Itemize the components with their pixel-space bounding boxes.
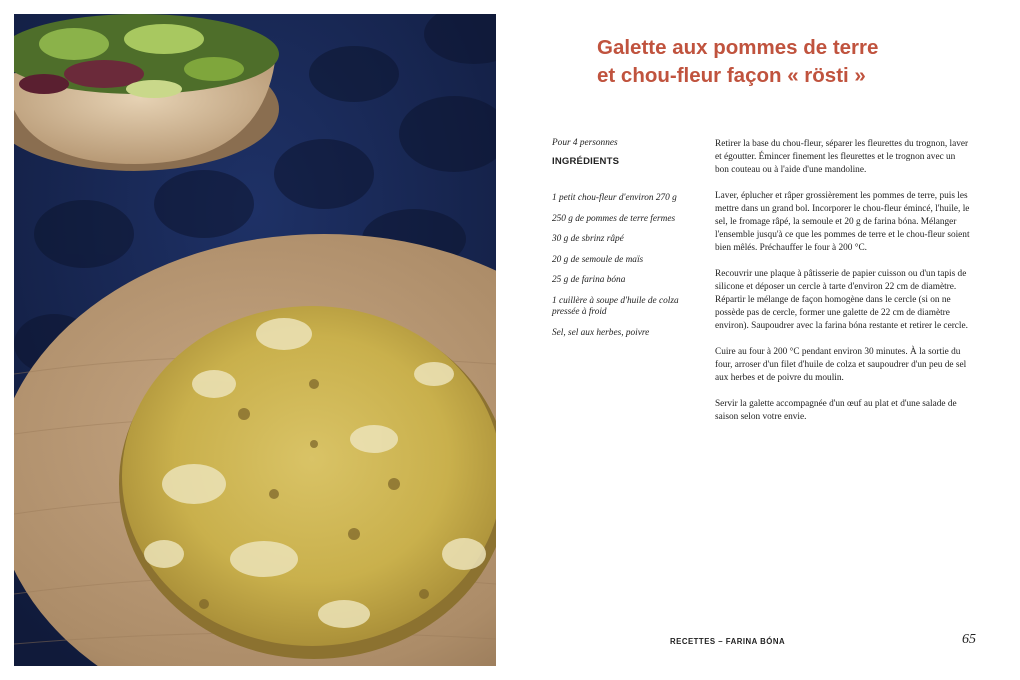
ingredient-item: Sel, sel aux herbes, poivre [552, 327, 650, 338]
ingredients-column [552, 138, 682, 348]
step-paragraph: Servir la galette accompagnée d'un œuf au plat et d'une salade de saison selon votre envie. [715, 399, 957, 422]
step-paragraph: Cuire au four à 200 °C pendant environ 30 minutes. À la sortie du four, arroser d'un filet d'huile de colza et saupoudrer d'un peu de sel aux herbes et de poivre du moulin. [715, 347, 967, 383]
ingredients-list [552, 193, 682, 339]
ingredient-item: 1 petit chou-fleur d'environ 270 g [552, 193, 677, 203]
recipe-title [597, 34, 977, 90]
ingredients-heading: INGRÉDIENTS [552, 155, 620, 167]
ingredient-item: 250 g de pommes de terre fermes [552, 213, 676, 224]
ingredient-item: 20 g de semoule de maïs [552, 254, 644, 265]
step-paragraph: Retirer la base du chou-fleur, séparer les fleurettes du trognon, laver et égoutter. Émincer finement les fleurettes et le trognon avec un bon couteau ou à l'aide d'une mandoline. [715, 139, 969, 175]
servings: Pour 4 personnes [552, 138, 618, 148]
preparation-steps [715, 138, 970, 437]
ingredient-item: 30 g de sbrinz râpé [552, 234, 624, 244]
running-head: RECETTES – FARINA BÓNA [670, 637, 786, 646]
ingredient-item: 1 cuillère à soupe d'huile de colza pressée à froid [552, 295, 679, 317]
page-footer [670, 634, 976, 650]
step-paragraph: Recouvrir une plaque à pâtisserie de papier cuisson ou d'un tapis de silicone et déposer un cercle à tarte d'environ 22 cm de diamètre. Répartir le mélange de façon homogène dans le cercle (si on ne possède pas de cercle, former une galette de 22 cm de diamètre environ). Saupoudrer avec la farina bóna restante et retirer le cercle. [715, 269, 968, 331]
step-paragraph: Laver, éplucher et râper grossièrement les pommes de terre, puis les mettre dans un grand bol. Incorporer le chou-fleur émincé, l'huile, le sel, le fromage râpé, la semoule et 20 g de farina bóna. Mélanger l'ensemble jusqu'à ce que les pommes de terre et le chou-fleur soient bien mêlés. Préchauffer le four à 200 °C. [715, 191, 970, 253]
galette-photo-illustration [14, 14, 496, 666]
page-number: 65 [962, 632, 976, 647]
title-line-1: Galette aux pommes de terre [597, 36, 879, 59]
title-line-2: et chou-fleur façon « rösti » [597, 64, 866, 87]
ingredient-item: 25 g de farina bóna [552, 275, 626, 285]
recipe-photo [14, 14, 496, 666]
